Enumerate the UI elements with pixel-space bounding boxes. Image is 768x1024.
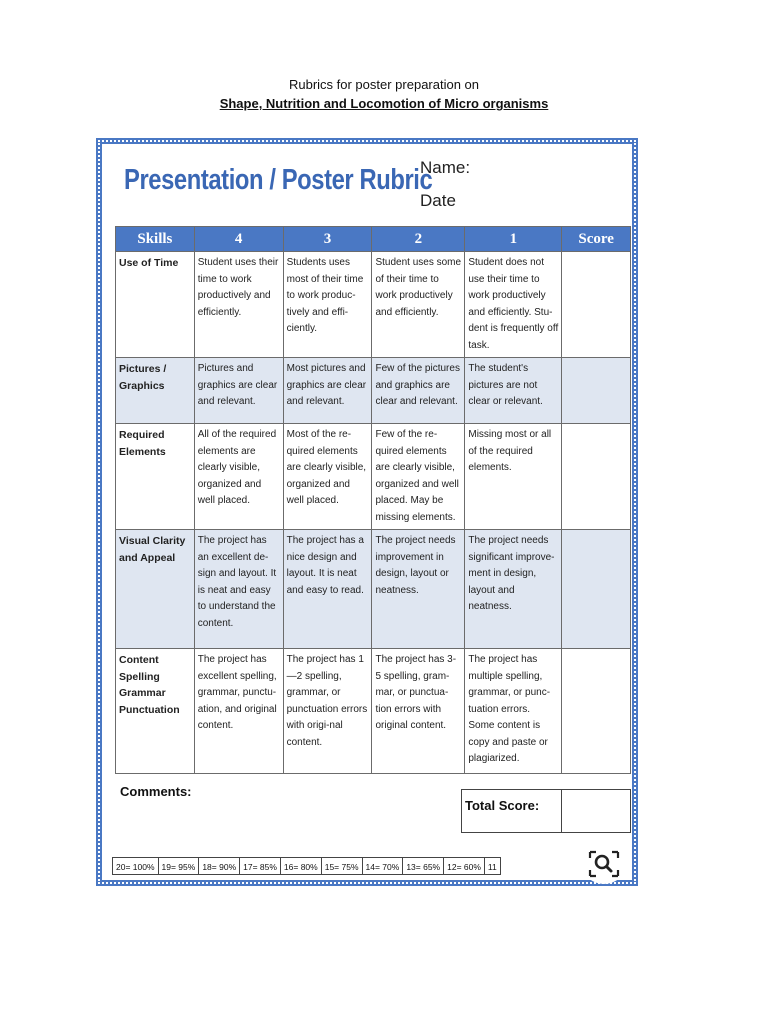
table-cell: The project has a nice design and layout. It is neat and easy to read. bbox=[283, 530, 372, 649]
table-row bbox=[116, 530, 631, 649]
date-label: Date bbox=[420, 191, 456, 210]
zoom-button[interactable] bbox=[582, 844, 626, 884]
rubric-table bbox=[115, 226, 631, 774]
grading-scale-item: 13= 65% bbox=[402, 857, 444, 875]
table-cell: The project has 3-5 spelling, gram-mar, or punctua-tion errors with original content. bbox=[372, 649, 465, 774]
total-score-box bbox=[461, 789, 631, 833]
grading-scale-item: 11 bbox=[484, 857, 501, 875]
column-header: 2 bbox=[372, 227, 465, 252]
table-cell: Pictures and graphics are clear and relevant. bbox=[194, 358, 283, 424]
grading-scale-item: 15= 75% bbox=[321, 857, 363, 875]
table-cell: All of the required elements are clearly visible, organized and well placed. bbox=[194, 424, 283, 530]
score-cell bbox=[562, 424, 631, 530]
table-cell: The project has an excellent de-sign and layout. It is neat and easy to understand the content. bbox=[194, 530, 283, 649]
table-cell: The project needs significant improve-ment in design, layout and neatness. bbox=[465, 530, 562, 649]
column-header: Score bbox=[562, 227, 631, 252]
poster-title: Presentation / Poster Rubric bbox=[124, 164, 433, 196]
table-cell: Students uses most of their time to work produc-tively and effi-ciently. bbox=[283, 252, 372, 358]
skill-cell: Pictures / Graphics bbox=[116, 358, 195, 424]
total-score-label: Total Score: bbox=[462, 790, 562, 832]
table-cell: Most of the re-quired elements are clearly visible, organized and well placed. bbox=[283, 424, 372, 530]
rubric-poster bbox=[96, 138, 638, 886]
table-cell: The project has multiple spelling, grammar, or punc-tuation errors. Some content is copy and paste or plagiarized. bbox=[465, 649, 562, 774]
table-row bbox=[116, 424, 631, 530]
column-header: 3 bbox=[283, 227, 372, 252]
score-cell bbox=[562, 252, 631, 358]
column-header: Skills bbox=[116, 227, 195, 252]
table-cell: Most pictures and graphics are clear and relevant. bbox=[283, 358, 372, 424]
table-cell: The project needs improvement in design, layout or neatness. bbox=[372, 530, 465, 649]
score-cell bbox=[562, 649, 631, 774]
grading-scale-item: 18= 90% bbox=[198, 857, 240, 875]
table-cell: Few of the pictures and graphics are clear and relevant. bbox=[372, 358, 465, 424]
magnifier-icon bbox=[587, 849, 621, 879]
grading-scale-item: 12= 60% bbox=[443, 857, 485, 875]
table-row bbox=[116, 649, 631, 774]
grading-scale-item: 20= 100% bbox=[112, 857, 159, 875]
skill-cell: Use of Time bbox=[116, 252, 195, 358]
grading-scale-item: 19= 95% bbox=[158, 857, 200, 875]
skill-cell: Required Elements bbox=[116, 424, 195, 530]
table-cell: Missing most or all of the required elements. bbox=[465, 424, 562, 530]
total-score-value bbox=[562, 790, 630, 832]
document-title-line2: Shape, Nutrition and Locomotion of Micro organisms bbox=[219, 96, 549, 111]
column-header: 1 bbox=[465, 227, 562, 252]
score-cell bbox=[562, 358, 631, 424]
column-header: 4 bbox=[194, 227, 283, 252]
table-cell: Few of the re-quired elements are clearly visible, organized and well placed. May be missing elements. bbox=[372, 424, 465, 530]
table-row bbox=[116, 252, 631, 358]
grading-scale bbox=[112, 857, 500, 875]
grading-scale-item: 17= 85% bbox=[239, 857, 281, 875]
document-title-line1: Rubrics for poster preparation on bbox=[288, 77, 480, 92]
table-cell: Student uses their time to work productively and efficiently. bbox=[194, 252, 283, 358]
table-row bbox=[116, 358, 631, 424]
skill-cell: Visual Clarity and Appeal bbox=[116, 530, 195, 649]
comments-label: Comments: bbox=[120, 784, 192, 799]
table-cell: The project has 1—2 spelling, grammar, or punctuation errors with origi-nal content. bbox=[283, 649, 372, 774]
score-cell bbox=[562, 530, 631, 649]
table-cell: Student does not use their time to work productively and efficiently. Stu-dent is frequently off task. bbox=[465, 252, 562, 358]
name-label: Name: bbox=[420, 158, 471, 177]
table-cell: Student uses some of their time to work productively and efficiently. bbox=[372, 252, 465, 358]
table-cell: The project has excellent spelling, grammar, punctu-ation, and original content. bbox=[194, 649, 283, 774]
table-cell: The student's pictures are not clear or relevant. bbox=[465, 358, 562, 424]
grading-scale-item: 14= 70% bbox=[362, 857, 404, 875]
grading-scale-item: 16= 80% bbox=[280, 857, 322, 875]
table-header-row bbox=[116, 227, 631, 252]
skill-cell: Content Spelling Grammar Punctuation bbox=[116, 649, 195, 774]
